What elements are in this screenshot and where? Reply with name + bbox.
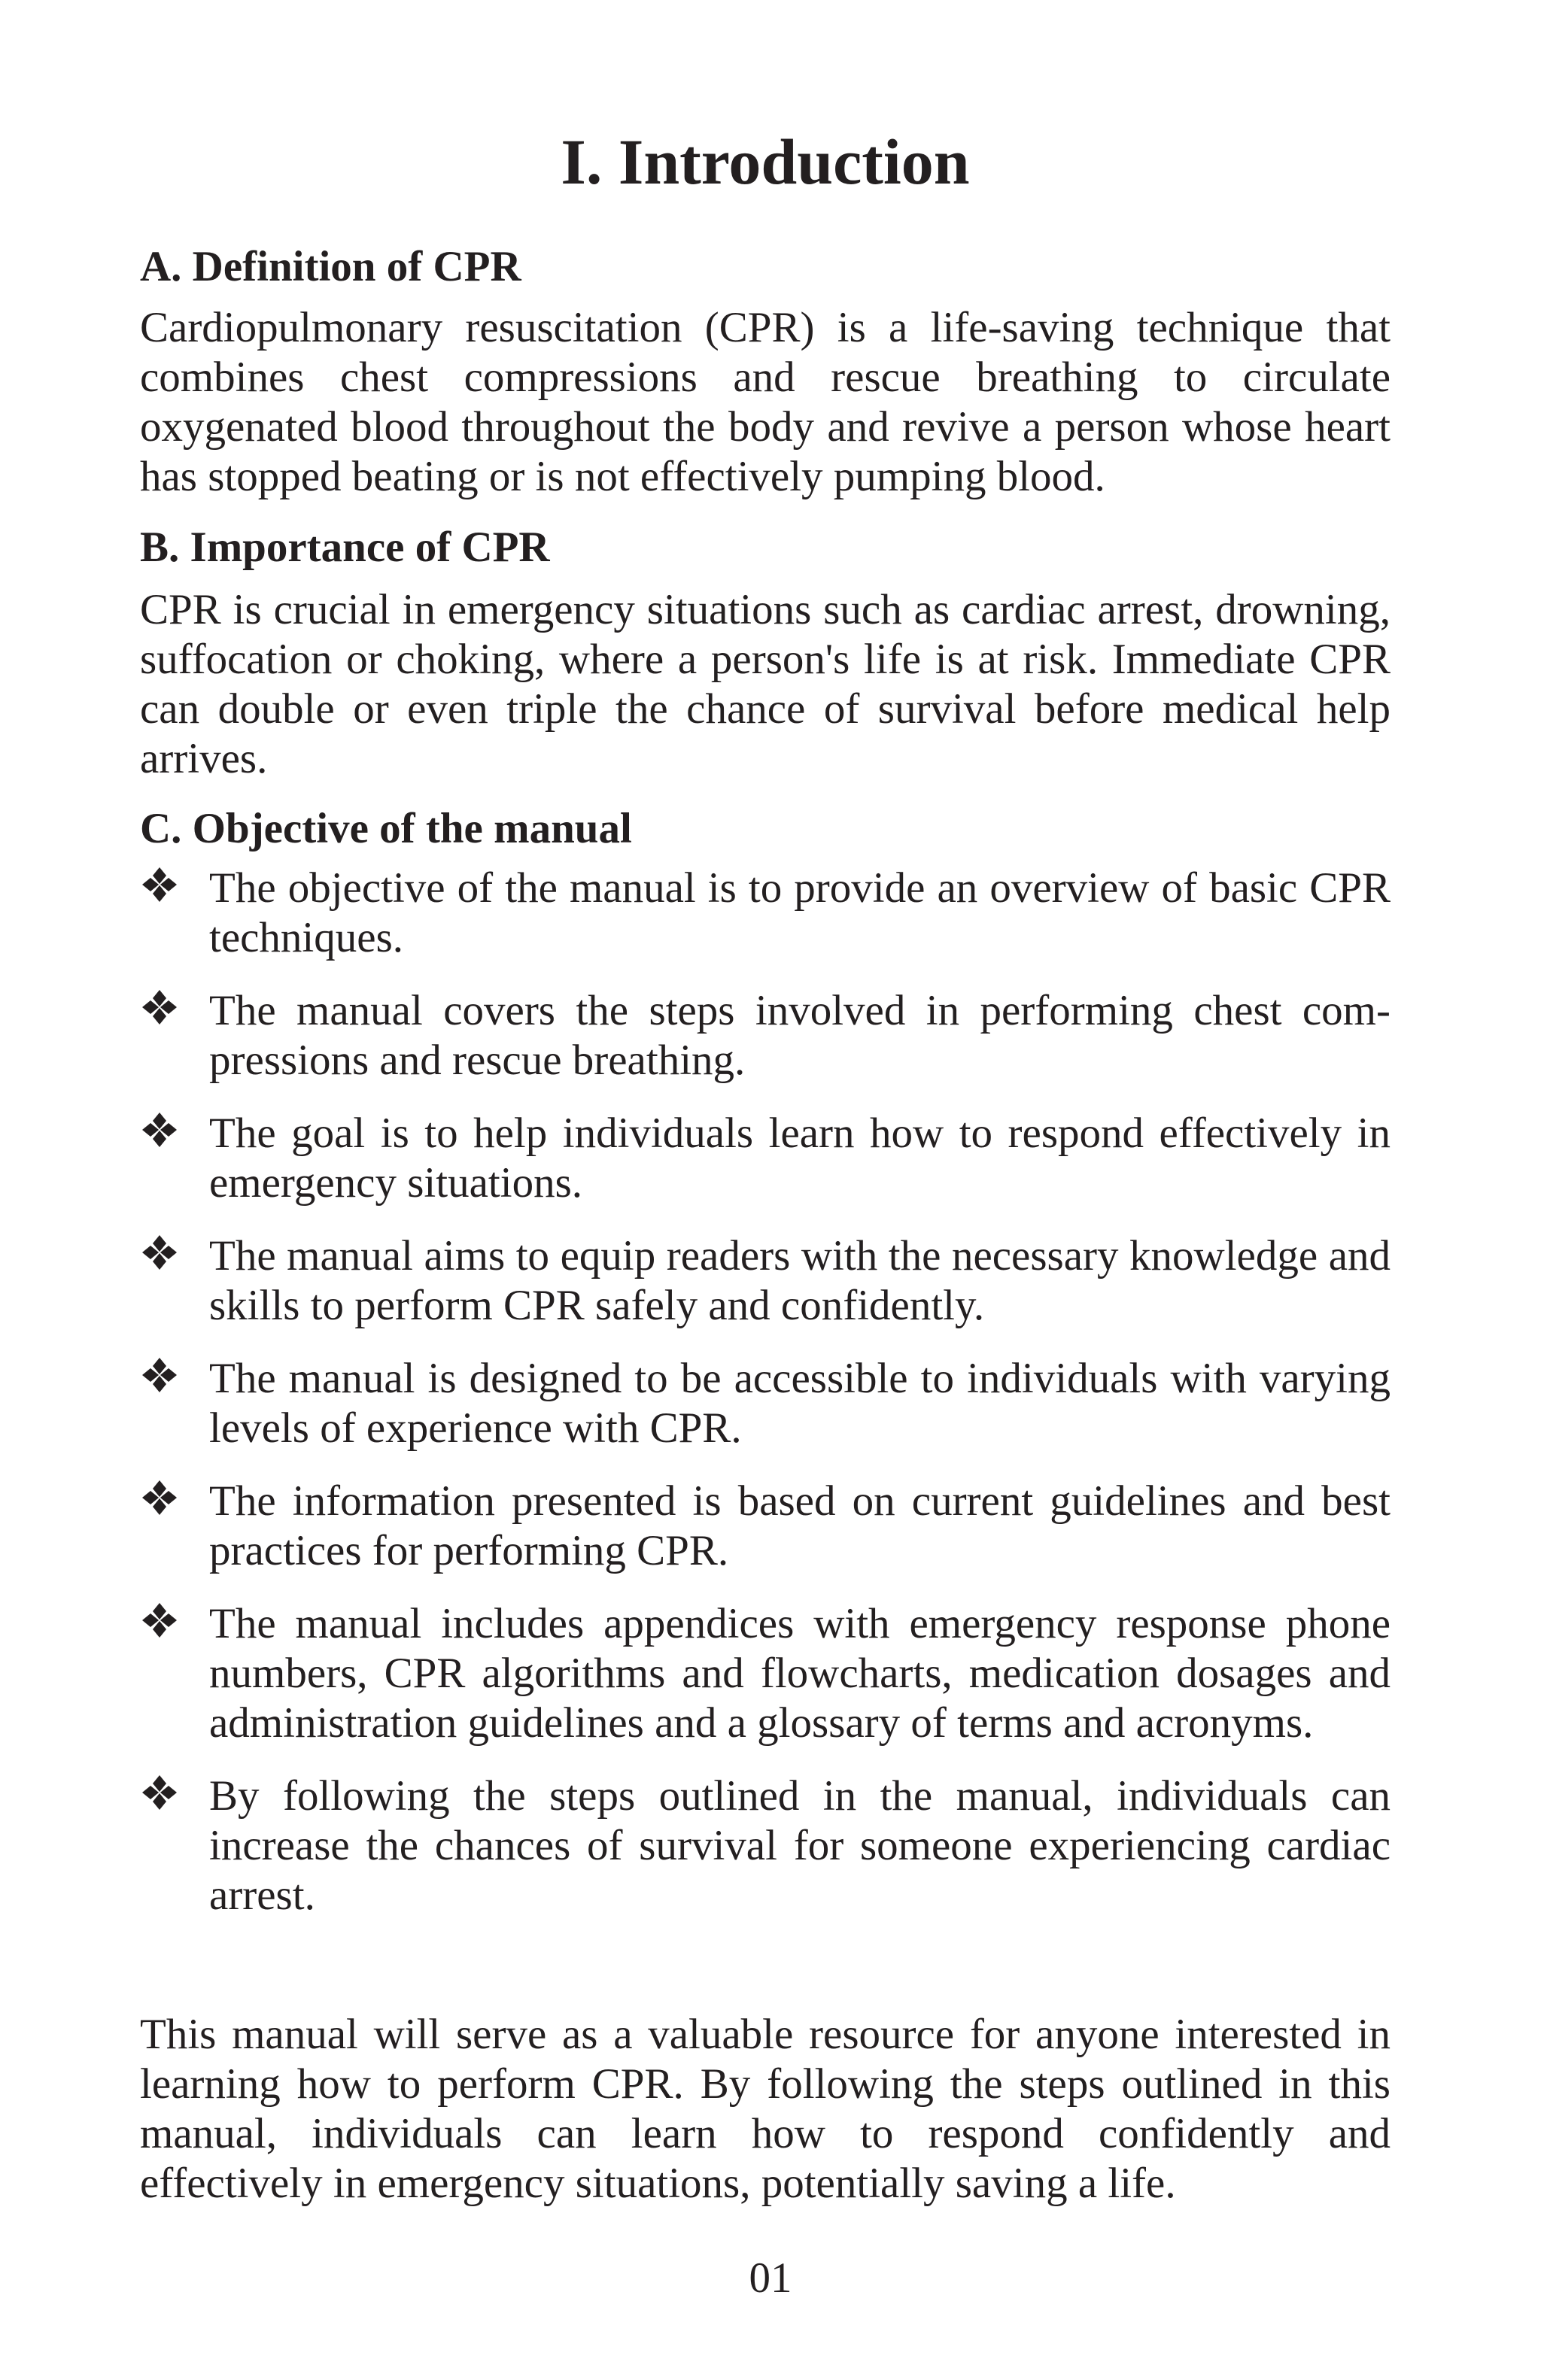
list-item	[140, 864, 1391, 963]
four-diamond-bullet-icon	[140, 1110, 179, 1149]
definition-paragraph: Cardiopulmonary resuscitation (CPR) is a life-saving technique that combines chest compressions and rescue breathing to circulate oxygenated blood throughout the body and revive a person whose heart has stopped beating or is not effectively pumping blood.	[140, 304, 1391, 500]
four-diamond-bullet-icon	[140, 1601, 179, 1640]
four-diamond-bullet-icon	[140, 1478, 179, 1517]
page-title: I. Introduction	[561, 126, 970, 198]
bullet-text: The objective of the manual is to provide an overview of basic CPR techniques.	[209, 864, 1391, 961]
section-heading-definition: A. Definition of CPR	[140, 243, 521, 290]
list-item	[140, 1771, 1391, 1920]
closing-paragraph: This manual will serve as a valuable resource for anyone interested in learning how to perform CPR. By following the steps outlined in this manual, individuals can learn how to respond confidently and effectively in emergency situations, potentially saving a life.	[140, 2011, 1391, 2207]
list-item	[140, 1109, 1391, 1208]
objective-bullet-list	[140, 864, 1391, 1944]
four-diamond-bullet-icon	[140, 1233, 179, 1272]
list-item	[140, 986, 1391, 1085]
bullet-text: The manual aims to equip readers with the necessary knowledge and skills to perform CPR safely and confidently.	[209, 1232, 1391, 1329]
four-diamond-bullet-icon	[140, 988, 179, 1027]
page-number: 01	[749, 2254, 792, 2302]
list-item	[140, 1477, 1391, 1576]
bullet-text: By following the steps outlined in the manual, individuals can increase the chances of survival for someone experiencing cardiac arrest.	[209, 1772, 1391, 1919]
four-diamond-bullet-icon	[140, 1773, 179, 1812]
bullet-text: The manual includes appendices with emergency response phone numbers, CPR algorithms and flowcharts, medication dosages and administration guidelines and a glossary of terms and acronyms.	[209, 1600, 1391, 1747]
importance-paragraph: CPR is crucial in emergency situations such as cardiac arrest, drowning, suffocation or choking, where a person's life is at risk. Immediate CPR can double or even triple the chance of survival before medical help arrives.	[140, 586, 1391, 782]
bullet-text: The manual covers the steps involved in performing chest compressions and rescue breathing.	[209, 987, 1391, 1084]
section-heading-objective: C. Objective of the manual	[140, 805, 632, 852]
bullet-text: The manual is designed to be accessible to individuals with varying levels of experience with CPR.	[209, 1355, 1391, 1452]
four-diamond-bullet-icon	[140, 865, 179, 904]
list-item	[140, 1231, 1391, 1331]
list-item	[140, 1354, 1391, 1453]
bullet-text: The goal is to help individuals learn how to respond effectively in emergency situations.	[209, 1110, 1391, 1207]
list-item	[140, 1599, 1391, 1748]
bullet-text: The information presented is based on current guidelines and best practices for performing CPR.	[209, 1477, 1391, 1574]
four-diamond-bullet-icon	[140, 1355, 179, 1395]
section-heading-importance: B. Importance of CPR	[140, 524, 550, 571]
